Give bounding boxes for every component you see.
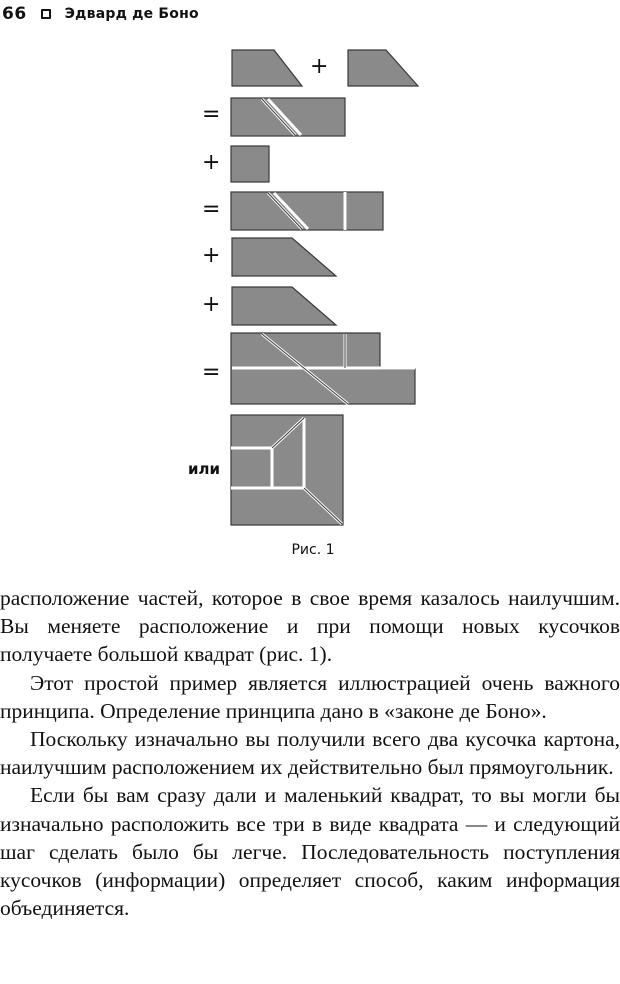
small-square-piece: [231, 146, 269, 182]
equals-operator: =: [202, 360, 221, 385]
paragraph: Поскольку изначально вы получили всего два кусочка картона, наилучшим расположением их действительно был прямоугольник.: [0, 727, 620, 780]
equals-operator: =: [202, 102, 221, 127]
trapezoid-piece: [232, 50, 302, 86]
small-square-piece: [346, 192, 383, 230]
plus-operator: +: [202, 150, 221, 175]
body-text: [0, 584, 620, 922]
rectangle-piece: [231, 192, 345, 230]
trapezoid-piece: [232, 238, 336, 276]
figure-caption: Рис. 1: [291, 542, 335, 558]
plus-operator: +: [310, 54, 329, 79]
plus-operator: +: [202, 292, 221, 317]
rectangle-piece: [231, 98, 345, 136]
paragraph: Если бы вам сразу дали и маленький квадрат, то вы могли бы изначально расположить все три в виде квадрата — и следующий шаг сделать было бы легче. Последовательность поступления кусочков (информации) определяет способ, каким информация объединяется.: [0, 783, 620, 921]
or-label: или: [188, 460, 221, 478]
trapezoid-piece: [348, 50, 418, 86]
paragraph: Этот простой пример является иллюстрацией очень важного принципа. Определение принципа дано в «законе де Боно».: [0, 670, 620, 723]
paragraph: расположение частей, которое в свое время казалось наилучшим. Вы меняете расположение и при помощи новых кусочков получаете большой квадрат (рис. 1).: [0, 586, 620, 667]
trapezoid-piece: [232, 287, 336, 325]
equals-operator: =: [202, 197, 221, 222]
running-title: Эдвард де Боно: [64, 6, 199, 22]
page-number: 66: [2, 4, 27, 24]
plus-operator: +: [202, 243, 221, 268]
